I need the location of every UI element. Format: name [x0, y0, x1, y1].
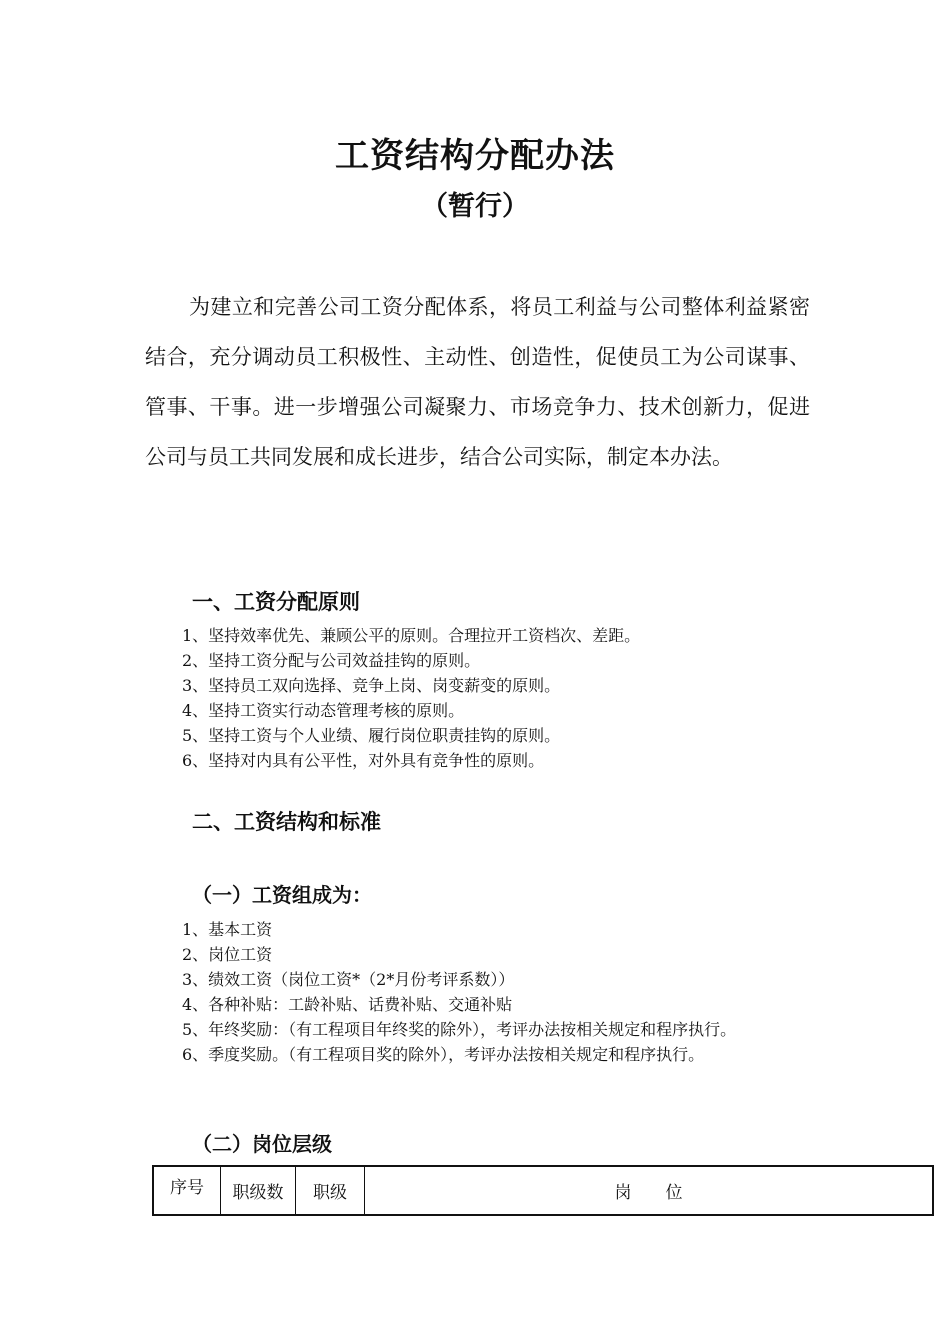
list-item: 1、坚持效率优先、兼顾公平的原则。合理拉开工资档次、差距。 — [182, 626, 641, 645]
list-item: 2、岗位工资 — [182, 945, 273, 964]
position-level-table — [152, 1165, 934, 1216]
list-item: 3、绩效工资（岗位工资*（2*月份考评系数）） — [182, 970, 515, 989]
header-cell-position: 岗 位 — [365, 1166, 934, 1215]
list-item: 6、季度奖励。（有工程项目奖的除外），考评办法按相关规定和程序执行。 — [182, 1045, 705, 1064]
document-title: 工资结构分配办法 — [335, 136, 615, 176]
list-item: 5、年终奖励：（有工程项目年终奖的除外），考评办法按相关规定和程序执行。 — [182, 1020, 737, 1039]
list-item: 4、坚持工资实行动态管理考核的原则。 — [182, 701, 465, 720]
table-header-row — [153, 1166, 933, 1215]
list-item: 3、坚持员工双向选择、竞争上岗、岗变薪变的原则。 — [182, 676, 561, 695]
list-item: 5、坚持工资与个人业绩、履行岗位职责挂钩的原则。 — [182, 726, 561, 745]
list-item: 6、坚持对内具有公平性，对外具有竞争性的原则。 — [182, 751, 545, 770]
intro-paragraph: 为建立和完善公司工资分配体系，将员工利益与公司整体利益紧密结合，充分调动员工积极性、主动性、创造性，促使员工为公司谋事、管事、干事。进一步增强公司凝聚力、市场竞争力、技术创新力，促进公司与员工共同发展和成长进步，结合公司实际，制定本办法。 — [145, 295, 810, 469]
header-cell-grade-count: 职级数 — [221, 1166, 296, 1215]
subsection2-heading: （二）岗位层级 — [192, 1132, 332, 1156]
subsection1-heading: （一）工资组成为： — [192, 883, 372, 907]
salary-components-list-continued — [145, 1017, 810, 1067]
salary-components-list — [182, 917, 514, 1017]
section2-heading: 二、工资结构和标准 — [192, 810, 381, 834]
document-subtitle: （暂行） — [421, 191, 529, 222]
principles-list — [182, 623, 640, 773]
list-item: 1、基本工资 — [182, 920, 273, 939]
list-item: 2、坚持工资分配与公司效益挂钩的原则。 — [182, 651, 481, 670]
section1-heading: 一、工资分配原则 — [192, 590, 360, 614]
header-cell-grade: 职级 — [296, 1166, 365, 1215]
header-cell-number: 序号 — [153, 1166, 221, 1215]
list-item: 4、各种补贴：工龄补贴、话费补贴、交通补贴 — [182, 995, 513, 1014]
